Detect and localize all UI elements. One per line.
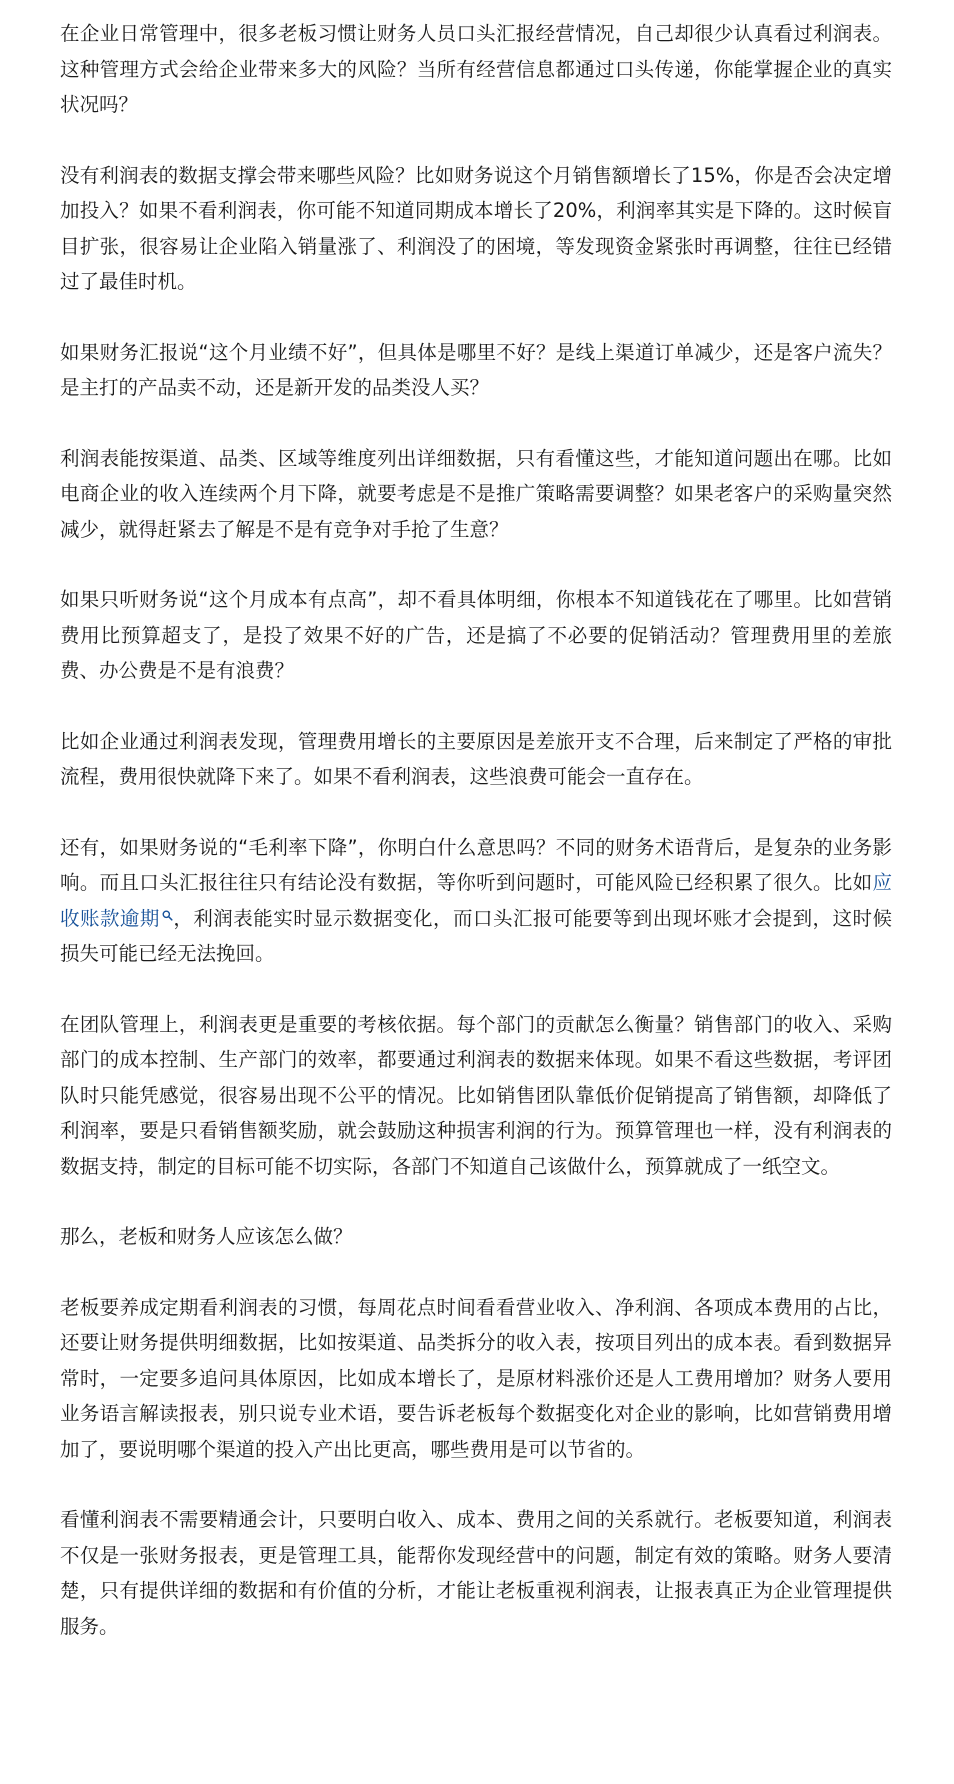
paragraph: 利润表能按渠道、品类、区域等维度列出详细数据，只有看懂这些，才能知道问题出在哪。比如电商企业的收入连续两个月下降，就要考虑是不是推广策略需要调整？如果老客户的采购量突然减少，就得赶紧去了解是不是有竞争对手抢了生意？ [60,446,892,541]
paragraph: 没有利润表的数据支撑会带来哪些风险？比如财务说这个月销售额增长了15%，你是否会决定增加投入？如果不看利润表，你可能不知道同期成本增长了20%，利润率其实是下降的。这时候盲目扩张，很容易让企业陷入销量涨了、利润没了的困境，等发现资金紧张时再调整，往往已经错过了最佳时机。 [60,163,892,293]
paragraph-text-before-link: 还有，如果财务说的“毛利率下降”，你明白什么意思吗？不同的财务术语背后，是复杂的业务影响。而且口头汇报往往只有结论没有数据，等你听到问题时，可能风险已经积累了很久。比如 [60,835,892,894]
paragraph: 如果财务汇报说“这个月业绩不好”，但具体是哪里不好？是线上渠道订单减少，还是客户流失？是主打的产品卖不动，还是新开发的品类没人买？ [60,340,892,399]
paragraph: 那么，老板和财务人应该怎么做？ [60,1225,353,1248]
paragraph: 比如企业通过利润表发现，管理费用增长的主要原因是差旅开支不合理，后来制定了严格的审批流程，费用很快就降下来了。如果不看利润表，这些浪费可能会一直存在。 [60,729,892,788]
search-icon [162,897,173,933]
paragraph: 看懂利润表不需要精通会计，只要明白收入、成本、费用之间的关系就行。老板要知道，利润表不仅是一张财务报表，更是管理工具，能帮你发现经营中的问题，制定有效的策略。财务人要清楚，只有提供详细的数据和有价值的分析，才能让老板重视利润表，让报表真正为企业管理提供服务。 [60,1508,892,1638]
paragraph: 老板要养成定期看利润表的习惯，每周花点时间看看营业收入、净利润、各项成本费用的占比，还要让财务提供明细数据，比如按渠道、品类拆分的收入表，按项目列出的成本表。看到数据异常时，一定要多追问具体原因，比如成本增长了，是原材料涨价还是人工费用增加？财务人要用业务语言解读报表，别只说专业术语，要告诉老板每个数据变化对企业的影响，比如营销费用增加了，要说明哪个渠道的投入产出比更高，哪些费用是可以节省的。 [60,1295,892,1461]
paragraph: 在团队管理上，利润表更是重要的考核依据。每个部门的贡献怎么衡量？销售部门的收入、采购部门的成本控制、生产部门的效率，都要通过利润表的数据来体现。如果不看这些数据，考评团队时只能凭感觉，很容易出现不公平的情况。比如销售团队靠低价促销提高了销售额，却降低了利润率，要是只看销售额奖励，就会鼓励这种损害利润的行为。预算管理也一样，没有利润表的数据支持，制定的目标可能不切实际，各部门不知道自己该做什么，预算就成了一纸空文。 [60,1012,892,1178]
paragraph: 如果只听财务说“这个月成本有点高”，却不看具体明细，你根本不知道钱花在了哪里。比如营销费用比预算超支了，是投了效果不好的广告，还是搞了不必要的促销活动？管理费用里的差旅费、办公费是不是有浪费？ [60,588,892,682]
article-body [60,16,892,1679]
paragraph: 在企业日常管理中，很多老板习惯让财务人员口头汇报经营情况，自己却很少认真看过利润表。这种管理方式会给企业带来多大的风险？当所有经营信息都通过口头传递，你能掌握企业的真实状况吗？ [60,22,892,116]
paragraph-with-link [60,830,892,972]
paragraph-text-after-link: ，利润表能实时显示数据变化，而口头汇报可能要等到出现坏账才会提到，这时候损失可能已经无法挽回。 [60,906,892,965]
keyword-link-text: 应收账款逾期 [60,871,892,930]
